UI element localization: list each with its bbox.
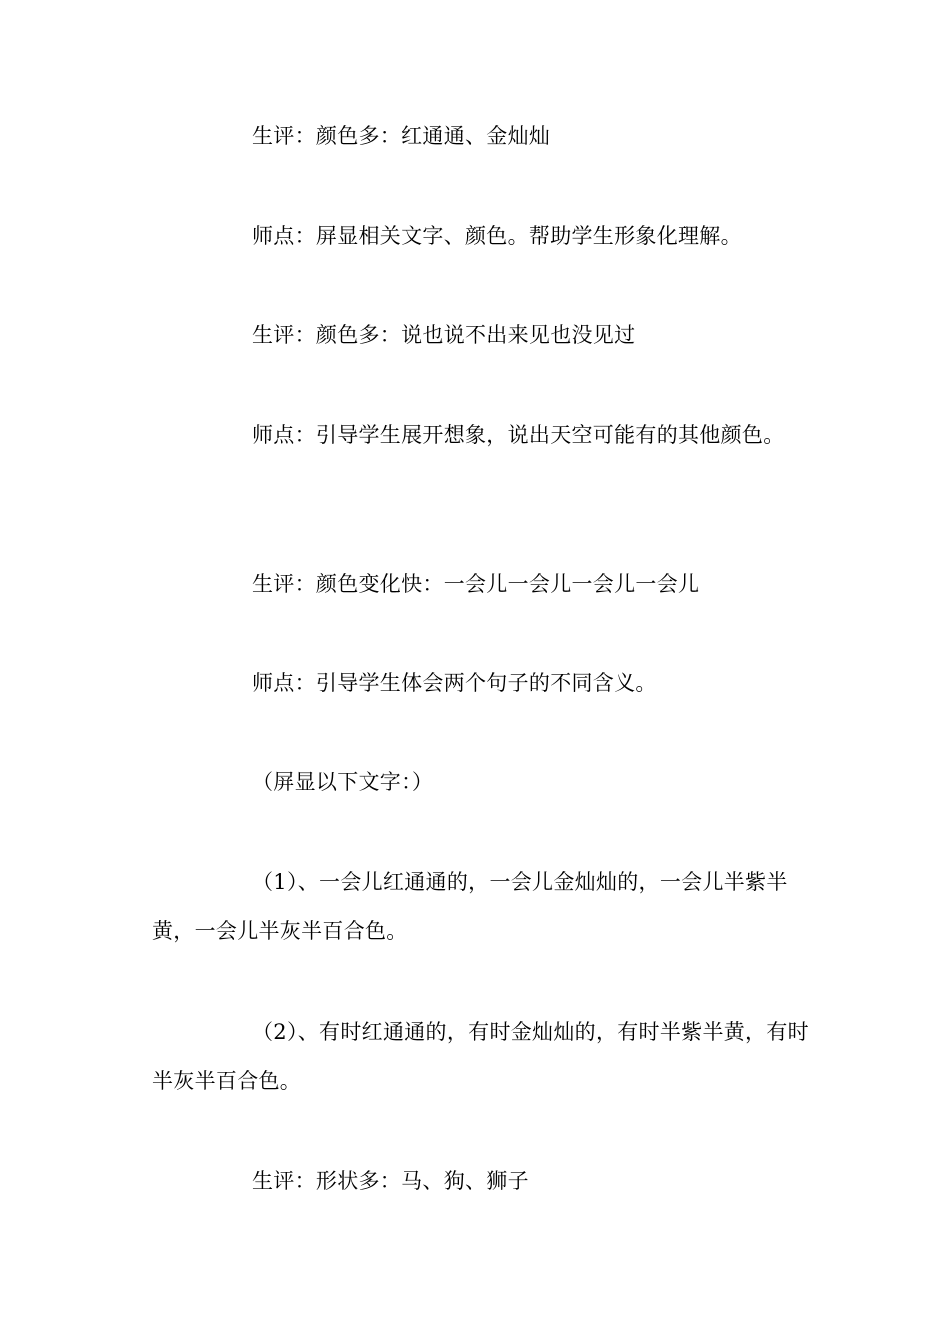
teacher-note-imagination: 师点：引导学生展开想象，说出天空可能有的其他颜色。 [252, 423, 785, 447]
teacher-note-display-colors: 师点：屏显相关文字、颜色。帮助学生形象化理解。 [252, 224, 742, 248]
student-comment-color-change: 生评：颜色变化快：一会儿一会儿一会儿一会儿 [252, 572, 700, 596]
teacher-note-sentence-meaning: 师点：引导学生体会两个句子的不同含义。 [252, 671, 657, 695]
display-text-heading: （屏显以下文字：） [252, 770, 434, 794]
student-comment-shapes: 生评：形状多：马、狗、狮子 [252, 1169, 529, 1193]
example-sentence-1: （1）、一会儿红通通的，一会儿金灿灿的，一会儿半紫半黄，一会儿半灰半百合色。 [152, 870, 788, 943]
student-comment-colors-1: 生评：颜色多：红通通、金灿灿 [252, 124, 551, 148]
student-comment-colors-2: 生评：颜色多：说也说不出来见也没见过 [252, 323, 636, 347]
example-sentence-2: （2）、有时红通通的，有时金灿灿的，有时半紫半黄，有时半灰半百合色。 [152, 1020, 809, 1093]
